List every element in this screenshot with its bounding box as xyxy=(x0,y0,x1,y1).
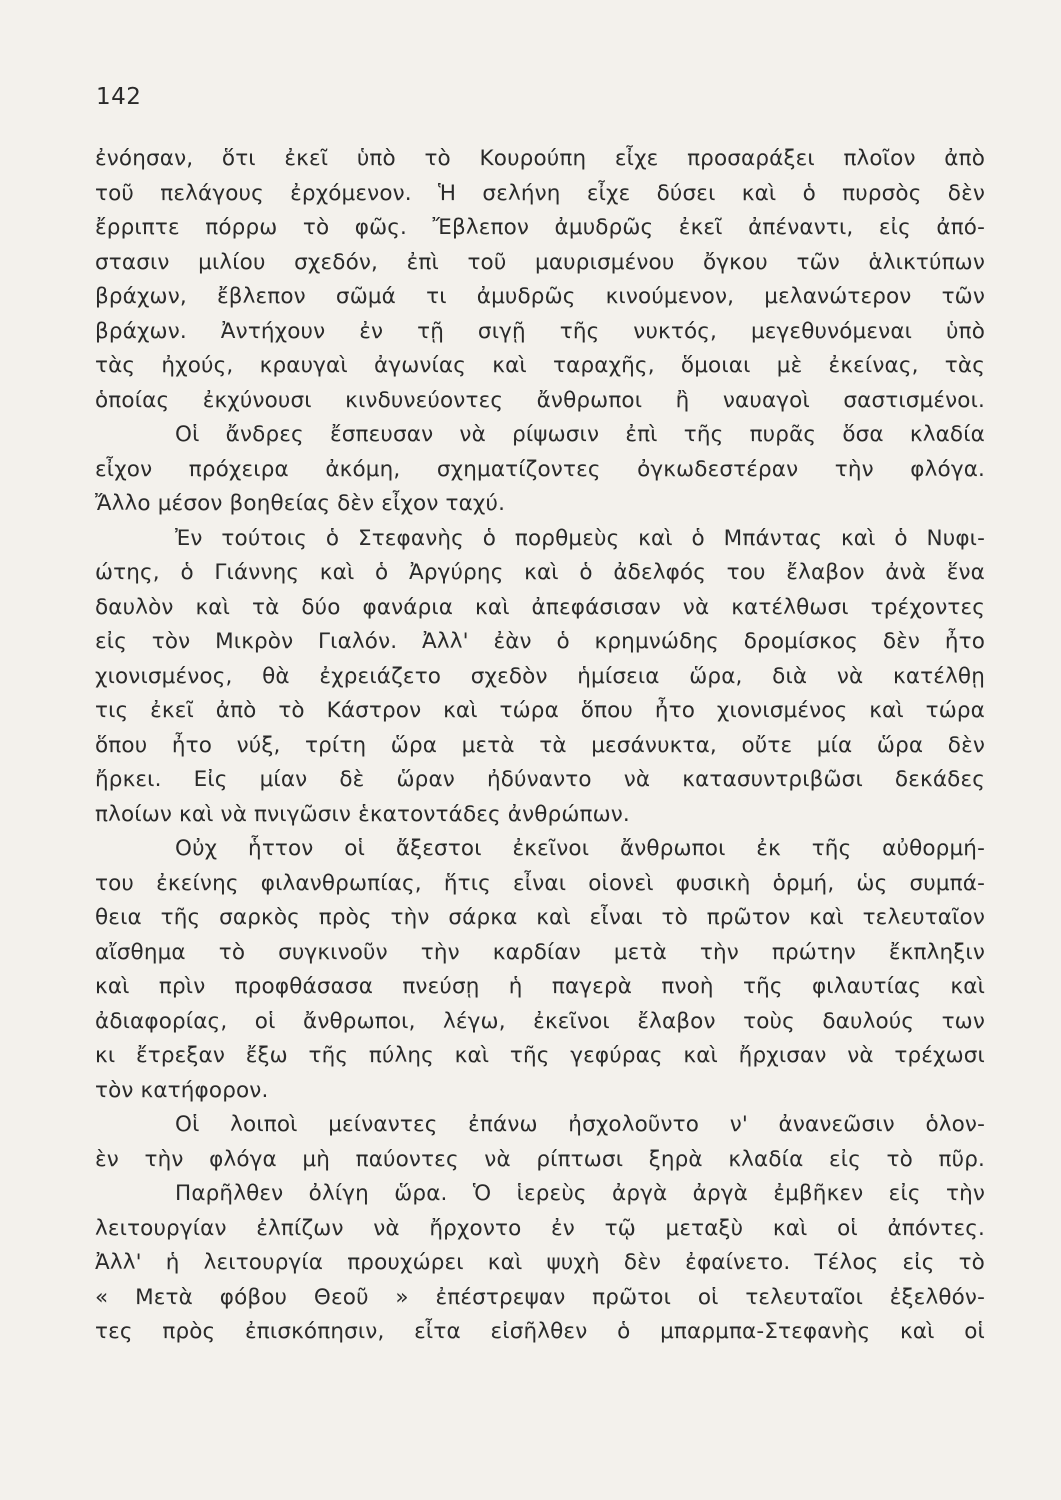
text-line: πλοίων καὶ νὰ πνιγῶσιν ἑκατοντάδες ἀνθρώπων. xyxy=(95,801,630,827)
text-line: Οὐχ ἧττον οἱ ἄξεστοι ἐκεῖνοι ἄνθρωποι ἐκ τῆς αὐθορμή- xyxy=(175,836,985,861)
text-line: του ἐκείνης φιλανθρωπίας, ἥτις εἶναι οἱονεὶ φυσικὴ ὁρμή, ὡς συμπά- xyxy=(95,870,985,896)
text-line: ώτης, ὁ Γιάννης καὶ ὁ Ἀργύρης καὶ ὁ ἀδελφός του ἔλαβον ἀνὰ ἕνα xyxy=(95,560,985,585)
text-line: ὁποίας ἐκχύνουσι κινδυνεύοντες ἄνθρωποι ἢ ναυαγοὶ σαστισμένοι. xyxy=(95,387,985,413)
text-line: Ἀλλ' ἡ λειτουργία προυχώρει καὶ ψυχὴ δὲν ἐφαίνετο. Τέλος εἰς τὸ xyxy=(95,1250,985,1275)
text-line: εἰς τὸν Μικρὸν Γιαλόν. Ἀλλ' ἐὰν ὁ κρημνώδης δρομίσκος δὲν ἦτο xyxy=(95,629,985,654)
text-line: ἔρριπτε πόρρω τὸ φῶς. Ἔβλεπον ἀμυδρῶς ἐκεῖ ἀπέναντι, εἰς ἀπό- xyxy=(95,215,985,240)
text-line: τες πρὸς ἐπισκόπησιν, εἶτα εἰσῆλθεν ὁ μπαρμπα-Στεφανὴς καὶ οἱ xyxy=(95,1319,985,1344)
page-number: 142 xyxy=(96,84,142,110)
text-line: Οἱ ἄνδρες ἔσπευσαν νὰ ρίψωσιν ἐπὶ τῆς πυρᾶς ὅσα κλαδία xyxy=(175,422,985,447)
text-line: Οἱ λοιποὶ μείναντες ἐπάνω ἠσχολοῦντο ν' ἀνανεῶσιν ὁλον- xyxy=(175,1112,985,1137)
text-line: δαυλὸν καὶ τὰ δύο φανάρια καὶ ἀπεφάσισαν νὰ κατέλθωσι τρέχοντες xyxy=(95,594,985,620)
text-line: τὸν κατήφορον. xyxy=(95,1077,269,1103)
text-line: αἴσθημα τὸ συγκινοῦν τὴν καρδίαν μετὰ τὴν πρώτην ἔκπληξιν xyxy=(95,939,985,965)
text-line: καὶ πρὶν προφθάσασα πνεύσῃ ἡ παγερὰ πνοὴ τῆς φιλαυτίας καὶ xyxy=(95,974,985,999)
body-text xyxy=(95,142,985,1350)
text-line: ὅπου ἦτο νύξ, τρίτη ὥρα μετὰ τὰ μεσάνυκτα, οὔτε μία ὥρα δὲν xyxy=(95,732,985,758)
text-line: λειτουργίαν ἐλπίζων νὰ ἤρχοντο ἐν τῷ μεταξὺ καὶ οἱ ἀπόντες. xyxy=(95,1215,985,1241)
text-line: βράχων. Ἀντήχουν ἐν τῇ σιγῇ τῆς νυκτός, μεγεθυνόμεναι ὑπὸ xyxy=(95,318,985,344)
text-line: εἶχον πρόχειρα ἀκόμη, σχηματίζοντες ὀγκωδεστέραν τὴν φλόγα. xyxy=(95,456,985,482)
text-line: τις ἐκεῖ ἀπὸ τὸ Κάστρον καὶ τώρα ὅπου ἦτο χιονισμένος καὶ τώρα xyxy=(95,698,985,723)
text-line: ἀδιαφορίας, οἱ ἄνθρωποι, λέγω, ἐκεῖνοι ἔλαβον τοὺς δαυλούς των xyxy=(95,1008,985,1034)
text-line: ἤρκει. Εἰς μίαν δὲ ὥραν ἠδύναντο νὰ κατασυντριβῶσι δεκάδες xyxy=(95,767,985,792)
text-line: ὲν τὴν φλόγα μὴ παύοντες νὰ ρίπτωσι ξηρὰ κλαδία εἰς τὸ πῦρ. xyxy=(95,1146,985,1172)
text-line: ἐνόησαν, ὅτι ἐκεῖ ὑπὸ τὸ Κουρούπη εἶχε προσαράξει πλοῖον ἀπὸ xyxy=(95,146,985,171)
text-line: « Μετὰ φόβου Θεοῦ » ἐπέστρεψαν πρῶτοι οἱ τελευταῖοι ἐξελθόν- xyxy=(95,1284,985,1310)
text-line: χιονισμένος, θὰ ἐχρειάζετο σχεδὸν ἡμίσεια ὥρα, διὰ νὰ κατέλθῃ xyxy=(95,663,985,689)
text-line: κι ἔτρεξαν ἔξω τῆς πύλης καὶ τῆς γεφύρας καὶ ἤρχισαν νὰ τρέχωσι xyxy=(95,1043,985,1068)
text-line: στασιν μιλίου σχεδόν, ἐπὶ τοῦ μαυρισμένου ὄγκου τῶν ἁλικτύπων xyxy=(95,249,985,275)
text-line: τὰς ἠχούς, κραυγαὶ ἀγωνίας καὶ ταραχῆς, ὅμοιαι μὲ ἐκείνας, τὰς xyxy=(95,353,985,378)
text-line: Ἐν τούτοις ὁ Στεφανὴς ὁ πορθμεὺς καὶ ὁ Μπάντας καὶ ὁ Νυφι- xyxy=(175,525,985,551)
text-line: βράχων, ἔβλεπον σῶμά τι ἀμυδρῶς κινούμενον, μελανώτερον τῶν xyxy=(95,284,985,309)
text-line: Ἄλλο μέσον βοηθείας δὲν εἶχον ταχύ. xyxy=(95,491,506,516)
text-line: θεια τῆς σαρκὸς πρὸς τὴν σάρκα καὶ εἶναι τὸ πρῶτον καὶ τελευταῖον xyxy=(95,905,985,930)
text-line: τοῦ πελάγους ἐρχόμενον. Ἡ σελήνη εἶχε δύσει καὶ ὁ πυρσὸς δὲν xyxy=(95,180,985,206)
text-line: Παρῆλθεν ὀλίγη ὥρα. Ὁ ἱερεὺς ἀργὰ ἀργὰ ἐμβῆκεν εἰς τὴν xyxy=(175,1181,985,1206)
